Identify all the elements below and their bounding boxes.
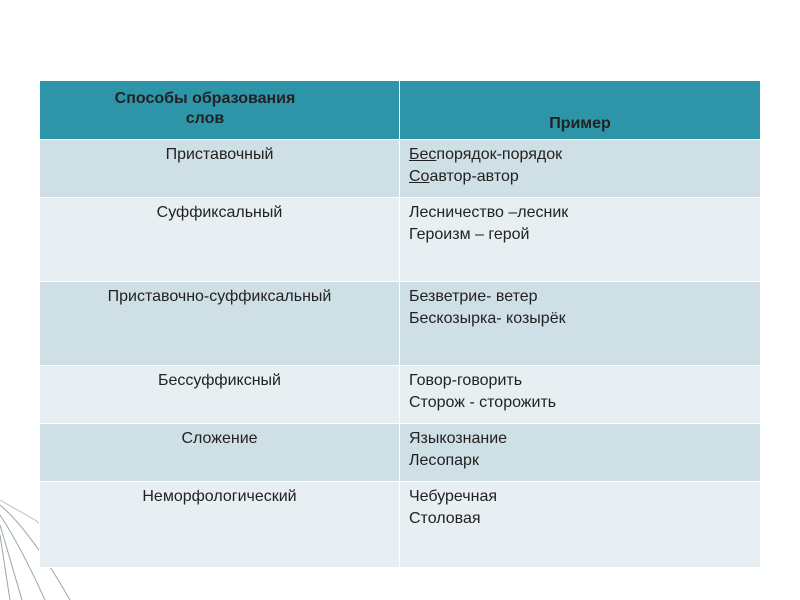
header-example-label: Пример	[549, 115, 611, 132]
method-cell: Сложение	[40, 424, 400, 482]
word-formation-table	[39, 80, 761, 568]
method-cell: Приставочный	[40, 140, 400, 198]
method-cell: Приставочно-суффиксальный	[40, 282, 400, 366]
table-row	[40, 140, 761, 198]
method-cell: Бессуффиксный	[40, 366, 400, 424]
example-line: Чебуречная	[409, 488, 498, 505]
example-line: Лесопарк	[409, 452, 479, 469]
example-line: Говор-говорить	[409, 372, 523, 389]
example-cell	[400, 482, 761, 568]
example-line	[409, 166, 752, 188]
example-cell	[400, 424, 761, 482]
table-row	[40, 366, 761, 424]
example-line: Лесничество –лесник	[409, 204, 569, 221]
example-line: Безветрие- ветер	[409, 288, 538, 305]
header-methods	[40, 81, 400, 140]
table-row	[40, 198, 761, 282]
example-cell	[400, 366, 761, 424]
header-example	[400, 81, 761, 140]
table-row	[40, 282, 761, 366]
example-line: Сторож - сторожить	[409, 394, 557, 411]
example-line: Языкознание	[409, 430, 508, 447]
example-line	[409, 144, 752, 166]
example-rest: автор-автор	[429, 168, 519, 185]
method-cell: Суффиксальный	[40, 198, 400, 282]
prefix-underlined: Со	[409, 168, 430, 185]
example-line: Героизм – герой	[409, 226, 530, 243]
example-rest: порядок-порядок	[436, 146, 563, 163]
example-cell	[400, 198, 761, 282]
header-methods-line2: слов	[185, 110, 225, 127]
example-cell	[400, 282, 761, 366]
table-row	[40, 424, 761, 482]
header-methods-line1: Способы образования	[114, 90, 296, 107]
prefix-underlined: Бес	[409, 146, 437, 163]
example-cell	[400, 140, 761, 198]
example-line: Бескозырка- козырёк	[409, 310, 566, 327]
method-cell: Неморфологический	[40, 482, 400, 568]
table-header-row	[40, 81, 761, 140]
example-line: Столовая	[409, 510, 481, 527]
table-row	[40, 482, 761, 568]
